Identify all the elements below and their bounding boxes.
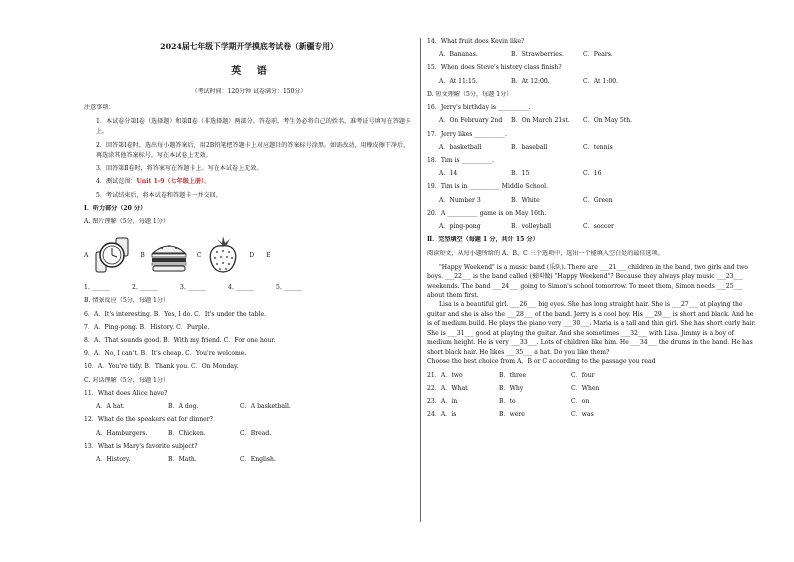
question-19-options bbox=[427, 197, 757, 205]
image-label-c: C bbox=[196, 252, 202, 260]
question-20: 20．A __________ game is on May 16th. bbox=[427, 209, 547, 217]
question-15: 15．When does Steve's history class finish? bbox=[427, 64, 562, 72]
watch-icon bbox=[92, 234, 132, 278]
note-5: 5．考试结束后，将本试卷和答题卡一并交回。 bbox=[96, 191, 222, 199]
hamburger-icon bbox=[149, 239, 189, 273]
scope-prefix: 4．测试范围： bbox=[96, 178, 137, 186]
note-4 bbox=[84, 178, 414, 186]
question-12-options bbox=[84, 430, 414, 438]
option-16-c: C．On May 5th. bbox=[583, 117, 633, 125]
cloze-21-a: 21．A．two bbox=[427, 371, 463, 379]
cloze-instruction: 阅读短文，从每小题所给的 A、B、C 三个选项中，选出一个能填入空白处的最佳选项。 bbox=[427, 249, 664, 257]
cloze-24-c: C．was bbox=[571, 411, 594, 419]
question-18-options bbox=[427, 170, 757, 178]
question-19: 19．Tim is in __________ Middle School. bbox=[427, 183, 549, 191]
listening-heading: Ⅰ．听力部分（20 分） bbox=[84, 204, 147, 212]
cloze-22-c: C．When bbox=[571, 384, 600, 392]
answer-blanks bbox=[84, 284, 414, 292]
image-label-d: D bbox=[249, 252, 255, 260]
note-2: 2．回答第Ⅰ卷时，选出每小题答案后，用2B铅笔把答题卡上对应题目的答案标号涂黑。如需改动，用橡皮擦干净后，再选涂其他答案标号。写在本试卷上无效。 bbox=[96, 142, 410, 159]
section-d-heading: D. 短文理解（5分，每题 1分） bbox=[427, 90, 513, 98]
test-scope: Unit 1-9（七年级上册） bbox=[136, 178, 205, 186]
image-label-e: E bbox=[266, 252, 271, 260]
option-20-c: C．soccer bbox=[583, 223, 614, 231]
question-7: 7．A．Ping-pong. B．History. C．Purple. bbox=[84, 323, 210, 331]
right-column bbox=[427, 38, 757, 419]
option-14-c: C．Pears. bbox=[583, 51, 613, 59]
option-18-a: A．14 bbox=[439, 170, 458, 178]
option-15-b: B．At 12:00. bbox=[511, 77, 550, 85]
blank-4: 4. ______ bbox=[228, 284, 255, 292]
question-6: 6．A．It's interesting. B．Yes, I do. C．It's under the table. bbox=[84, 310, 267, 318]
option-17-b: B．baseball bbox=[511, 143, 548, 151]
section-c-heading: C. 对话理解（5分，每题 1分） bbox=[84, 376, 170, 384]
question-18: 18．Tim is __________. bbox=[427, 156, 494, 164]
question-14: 14．What fruit does Kevin like? bbox=[427, 38, 525, 45]
cloze-21-b: B．three bbox=[499, 371, 527, 379]
section-b-heading: B. 情景反应（5分，每题 1分） bbox=[84, 297, 170, 305]
cloze-23-b: B．to bbox=[499, 397, 516, 405]
question-20-options bbox=[427, 223, 757, 231]
option-17-c: C．tennis bbox=[583, 143, 613, 151]
option-12-c: C．Bread. bbox=[240, 429, 272, 437]
option-13-b: B．Math. bbox=[168, 456, 197, 464]
option-13-a: A．History. bbox=[96, 456, 131, 464]
image-label-a: A bbox=[84, 252, 89, 260]
section-a-heading: A. 图片理解（5分，每题 1分） bbox=[84, 217, 169, 225]
option-14-a: A．Bananas. bbox=[439, 51, 478, 59]
cloze-heading: Ⅱ．完型填空（每题 1 分，共计 15 分） bbox=[427, 236, 539, 244]
cloze-24-options bbox=[427, 411, 757, 419]
question-17-options bbox=[427, 144, 757, 152]
option-12-b: B．Chicken. bbox=[168, 429, 206, 437]
question-9: 9．A．No, I can't. B．It's cheap. C．You're welcome. bbox=[84, 350, 247, 358]
option-17-a: A．basketball bbox=[439, 143, 482, 151]
note-3: 3．回答第Ⅱ卷时，将答案写在答题卡上。写在本试卷上无效。 bbox=[96, 165, 263, 173]
strawberry-icon bbox=[205, 234, 241, 278]
column-divider bbox=[420, 38, 421, 522]
option-16-b: B．On March 21st. bbox=[511, 117, 570, 125]
question-10: 10．A．You're tidy. B．Thank you. C．On Monday. bbox=[84, 363, 239, 371]
image-label-b: B bbox=[140, 252, 145, 260]
blank-2: 2. ______ bbox=[132, 284, 159, 292]
option-19-b: B．White bbox=[511, 196, 540, 204]
cloze-24-a: 24．A．is bbox=[427, 411, 457, 419]
option-11-b: B．A dog. bbox=[168, 403, 199, 411]
blank-5: 5. ______ bbox=[276, 284, 303, 292]
question-11-options bbox=[84, 403, 414, 411]
subject-title: 英 语 bbox=[231, 65, 267, 77]
cloze-23-c: C．on bbox=[571, 397, 590, 405]
question-12: 12．What do the speakers eat for dinner? bbox=[84, 416, 213, 424]
question-15-options bbox=[427, 78, 757, 86]
option-15-c: C．At 1:00. bbox=[583, 77, 619, 85]
question-13: 13．What is Mary's favorite subject? bbox=[84, 442, 198, 450]
question-16-options bbox=[427, 117, 757, 125]
cloze-24-b: B．were bbox=[499, 411, 525, 419]
cloze-passage-1: "Happy Weekend" is a music band (乐队). There are ___21___ children in the band, two girls and two boys. ___22___ is the band called (被叫做) "Happy Weekend"? Because they always play music ___23___ weekends. The band ___24___ going to Simon's school tomorrow. To meet them, Simon needs ___25___ about them first. bbox=[427, 263, 748, 300]
question-8: 8．A．That sounds good. B．With my friend. C．For one hour. bbox=[84, 337, 276, 345]
option-14-b: B．Strawberries. bbox=[511, 51, 564, 59]
blank-1: 1. ______ bbox=[84, 284, 111, 292]
cloze-22-b: B．Why bbox=[499, 384, 524, 392]
cloze-23-a: 23．A．in bbox=[427, 397, 458, 405]
picture-row bbox=[84, 228, 414, 284]
choose-instruction: Choose the best choice from A、B or C according to the passage you read bbox=[427, 358, 656, 366]
exam-info: （考试时间：120分钟 试卷满分：150分） bbox=[191, 88, 307, 96]
exam-title: 2024届七年级下学期开学摸底考试卷（新疆专用） bbox=[160, 42, 338, 51]
question-14-options bbox=[427, 51, 757, 59]
question-16: 16．Jerry's birthday is __________. bbox=[427, 104, 531, 112]
left-column bbox=[84, 34, 414, 464]
option-19-a: A．Number 3 bbox=[439, 196, 481, 204]
question-13-options bbox=[84, 456, 414, 464]
cloze-23-options bbox=[427, 398, 757, 406]
notes-heading: 注意事项： bbox=[84, 104, 115, 112]
question-11: 11．What does Alice have? bbox=[84, 389, 168, 397]
blank-3: 3. ______ bbox=[180, 284, 207, 292]
option-16-a: A．On February 2nd bbox=[439, 117, 503, 125]
question-17: 17．Jerry likes __________. bbox=[427, 130, 507, 138]
option-18-c: C．16 bbox=[583, 170, 602, 178]
option-11-a: A．A hat. bbox=[96, 403, 125, 411]
note-1: 1．本试卷分第Ⅰ卷（选择题）和第Ⅱ卷（非选择题）两部分。答卷前，考生务必将自己的姓名、准考证号填写在答题卡上。 bbox=[96, 118, 412, 135]
cloze-22-a: 22．A．What bbox=[427, 384, 468, 392]
option-11-c: C．A basketball. bbox=[240, 403, 291, 411]
option-15-a: A．At 11:15. bbox=[439, 77, 478, 85]
option-18-b: B．15 bbox=[511, 170, 530, 178]
cloze-22-options bbox=[427, 385, 757, 393]
option-12-a: A．Hamburgers. bbox=[96, 429, 148, 437]
cloze-21-c: C．four bbox=[571, 371, 595, 379]
option-20-a: A．ping-pong bbox=[439, 223, 481, 231]
option-13-c: C．English. bbox=[240, 456, 276, 464]
scope-suffix: 。 bbox=[204, 178, 211, 186]
cloze-21-options bbox=[427, 372, 757, 380]
cloze-passage-2: Lisa is a beautiful girl. ___26___ big eyes. She has long straight hair. She is ___27___ at playing the guitar and she is also the ___28___ of the band. Jerry is a cool boy. His ___29___ is short and black. And he is of medium build. He plays the piano very ___30___. Maria is a tall and thin girl. She has short curly hair. She is ___31___ good at playing the guitar. And she sometimes ___32___ with Lisa. Jimmy is a boy of medium height. He is very ___33___. Lots of children like him. He ___34___ the drums in the band. He has short black hair. He likes ___35___ a hat. Do you like them? bbox=[427, 301, 756, 356]
option-19-c: C．Green bbox=[583, 196, 613, 204]
option-20-b: B．volleyball bbox=[511, 223, 552, 231]
